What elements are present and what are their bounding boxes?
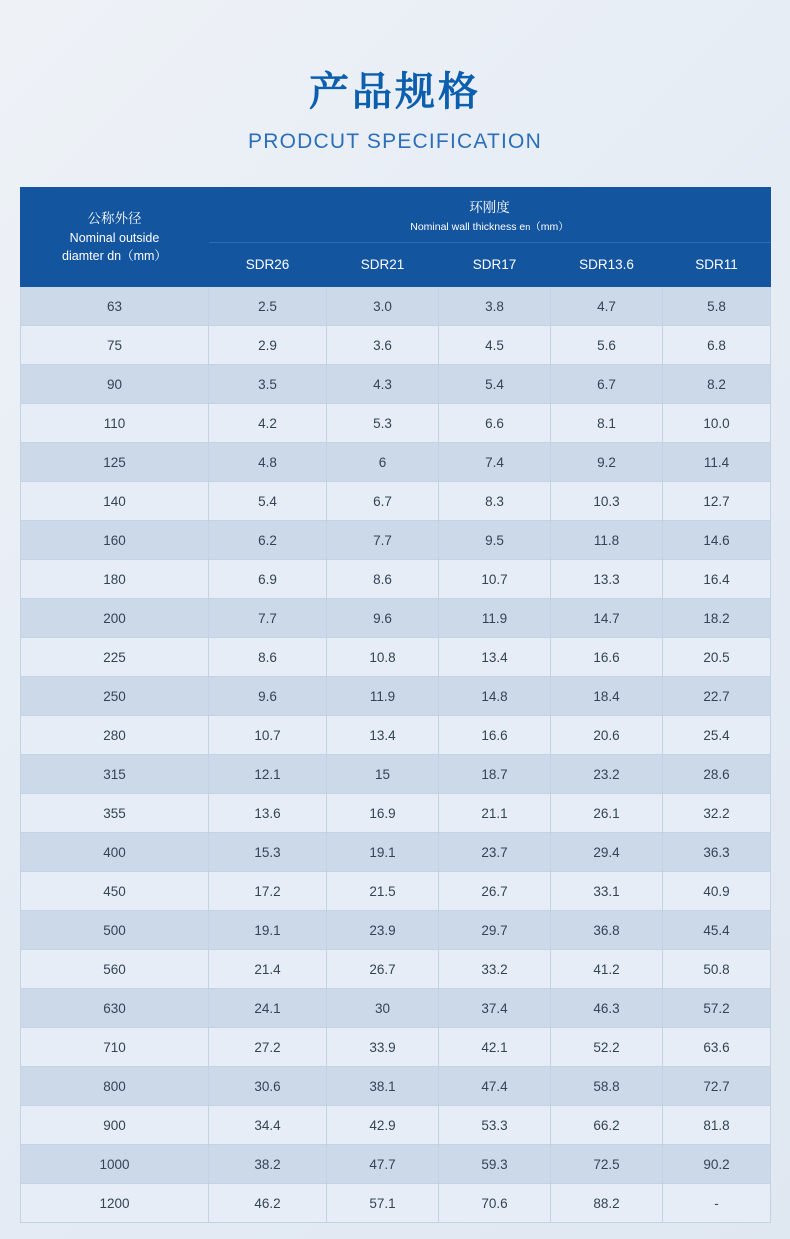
- table-row: [21, 1184, 771, 1223]
- cell-wall-thickness: 53.3: [439, 1106, 551, 1145]
- group-header-en: [215, 219, 764, 234]
- cell-wall-thickness: 19.1: [327, 833, 439, 872]
- cell-wall-thickness: 8.2: [663, 365, 771, 404]
- cell-wall-thickness: 6.2: [209, 521, 327, 560]
- cell-wall-thickness: 26.1: [551, 794, 663, 833]
- table-body: [21, 287, 771, 1223]
- cell-wall-thickness: 23.2: [551, 755, 663, 794]
- cell-wall-thickness: 41.2: [551, 950, 663, 989]
- cell-wall-thickness: 4.7: [551, 287, 663, 326]
- cell-wall-thickness: 47.4: [439, 1067, 551, 1106]
- cell-wall-thickness: 59.3: [439, 1145, 551, 1184]
- cell-wall-thickness: 16.4: [663, 560, 771, 599]
- cell-wall-thickness: 9.5: [439, 521, 551, 560]
- table-row: [21, 1067, 771, 1106]
- cell-wall-thickness: 6.7: [327, 482, 439, 521]
- column-header-sdr17: SDR17: [439, 242, 551, 286]
- cell-diameter: 355: [21, 794, 209, 833]
- table-row: [21, 326, 771, 365]
- cell-wall-thickness: 14.7: [551, 599, 663, 638]
- column-group-header-ring-stiffness: [209, 188, 771, 243]
- table-row: [21, 794, 771, 833]
- cell-wall-thickness: 38.1: [327, 1067, 439, 1106]
- cell-wall-thickness: 38.2: [209, 1145, 327, 1184]
- cell-wall-thickness: 30.6: [209, 1067, 327, 1106]
- cell-diameter: 900: [21, 1106, 209, 1145]
- cell-wall-thickness: 10.7: [209, 716, 327, 755]
- header-row-top: [21, 188, 771, 243]
- cell-wall-thickness: 52.2: [551, 1028, 663, 1067]
- column-header-sdr21: SDR21: [327, 242, 439, 286]
- column-header-sdr26: SDR26: [209, 242, 327, 286]
- column-header-sdr11: SDR11: [663, 242, 771, 286]
- page-header: [20, 0, 770, 154]
- cell-wall-thickness: 46.3: [551, 989, 663, 1028]
- table-row: [21, 599, 771, 638]
- cell-wall-thickness: 26.7: [327, 950, 439, 989]
- table-row: [21, 521, 771, 560]
- cell-wall-thickness: 3.8: [439, 287, 551, 326]
- cell-diameter: 1200: [21, 1184, 209, 1223]
- cell-wall-thickness: 6: [327, 443, 439, 482]
- group-header-en-subscript: n: [525, 221, 531, 232]
- table-row: [21, 1145, 771, 1184]
- cell-wall-thickness: 11.4: [663, 443, 771, 482]
- cell-wall-thickness: 66.2: [551, 1106, 663, 1145]
- cell-wall-thickness: 6.7: [551, 365, 663, 404]
- cell-diameter: 450: [21, 872, 209, 911]
- table-row: [21, 482, 771, 521]
- cell-diameter: 90: [21, 365, 209, 404]
- table-row: [21, 833, 771, 872]
- cell-wall-thickness: 50.8: [663, 950, 771, 989]
- cell-wall-thickness: 10.8: [327, 638, 439, 677]
- table-row: [21, 1106, 771, 1145]
- column-header-cn: 公称外径: [87, 211, 142, 227]
- cell-wall-thickness: 88.2: [551, 1184, 663, 1223]
- table-row: [21, 1028, 771, 1067]
- cell-wall-thickness: 70.6: [439, 1184, 551, 1223]
- cell-wall-thickness: 9.6: [209, 677, 327, 716]
- cell-wall-thickness: 2.5: [209, 287, 327, 326]
- cell-wall-thickness: 28.6: [663, 755, 771, 794]
- cell-wall-thickness: 21.4: [209, 950, 327, 989]
- cell-wall-thickness: 19.1: [209, 911, 327, 950]
- cell-diameter: 125: [21, 443, 209, 482]
- cell-wall-thickness: 18.7: [439, 755, 551, 794]
- cell-wall-thickness: 33.2: [439, 950, 551, 989]
- cell-wall-thickness: 13.6: [209, 794, 327, 833]
- cell-wall-thickness: 58.8: [551, 1067, 663, 1106]
- cell-diameter: 560: [21, 950, 209, 989]
- cell-wall-thickness: 10.7: [439, 560, 551, 599]
- cell-wall-thickness: 34.4: [209, 1106, 327, 1145]
- cell-wall-thickness: 4.3: [327, 365, 439, 404]
- cell-wall-thickness: 30: [327, 989, 439, 1028]
- table-row: [21, 404, 771, 443]
- cell-wall-thickness: 23.9: [327, 911, 439, 950]
- cell-diameter: 315: [21, 755, 209, 794]
- cell-wall-thickness: 27.2: [209, 1028, 327, 1067]
- table-row: [21, 638, 771, 677]
- cell-wall-thickness: 40.9: [663, 872, 771, 911]
- cell-wall-thickness: 15.3: [209, 833, 327, 872]
- cell-wall-thickness: 15: [327, 755, 439, 794]
- column-header-nominal-diameter: [21, 188, 209, 287]
- page-title: 产品规格: [309, 70, 481, 114]
- cell-wall-thickness: 37.4: [439, 989, 551, 1028]
- cell-diameter: 110: [21, 404, 209, 443]
- cell-wall-thickness: 36.8: [551, 911, 663, 950]
- cell-diameter: 400: [21, 833, 209, 872]
- table-row: [21, 365, 771, 404]
- cell-wall-thickness: 20.5: [663, 638, 771, 677]
- cell-wall-thickness: 17.2: [209, 872, 327, 911]
- table-row: [21, 443, 771, 482]
- cell-wall-thickness: 4.2: [209, 404, 327, 443]
- cell-wall-thickness: 42.9: [327, 1106, 439, 1145]
- cell-wall-thickness: 4.5: [439, 326, 551, 365]
- cell-wall-thickness: 29.4: [551, 833, 663, 872]
- specification-table: [20, 187, 771, 1223]
- cell-diameter: 200: [21, 599, 209, 638]
- cell-wall-thickness: 10.0: [663, 404, 771, 443]
- cell-diameter: 63: [21, 287, 209, 326]
- cell-wall-thickness: 42.1: [439, 1028, 551, 1067]
- cell-wall-thickness: 21.1: [439, 794, 551, 833]
- cell-wall-thickness: 4.8: [209, 443, 327, 482]
- cell-wall-thickness: 20.6: [551, 716, 663, 755]
- cell-wall-thickness: 5.3: [327, 404, 439, 443]
- page-subtitle: PRODCUT SPECIFICATION: [248, 130, 542, 153]
- cell-wall-thickness: 16.6: [439, 716, 551, 755]
- cell-wall-thickness: 8.6: [209, 638, 327, 677]
- cell-wall-thickness: 3.5: [209, 365, 327, 404]
- cell-wall-thickness: 57.1: [327, 1184, 439, 1223]
- table-head: [21, 188, 771, 287]
- cell-wall-thickness: 8.1: [551, 404, 663, 443]
- table-row: [21, 872, 771, 911]
- cell-wall-thickness: 3.0: [327, 287, 439, 326]
- group-header-en-prefix: Nominal wall thickness e: [410, 220, 526, 233]
- cell-wall-thickness: 3.6: [327, 326, 439, 365]
- cell-wall-thickness: 11.8: [551, 521, 663, 560]
- cell-diameter: 500: [21, 911, 209, 950]
- table-row: [21, 989, 771, 1028]
- cell-wall-thickness: 9.6: [327, 599, 439, 638]
- cell-wall-thickness: 9.2: [551, 443, 663, 482]
- cell-wall-thickness: 7.7: [209, 599, 327, 638]
- cell-diameter: 1000: [21, 1145, 209, 1184]
- cell-wall-thickness: 5.4: [439, 365, 551, 404]
- cell-wall-thickness: 47.7: [327, 1145, 439, 1184]
- cell-wall-thickness: 7.4: [439, 443, 551, 482]
- table-row: [21, 716, 771, 755]
- cell-wall-thickness: 90.2: [663, 1145, 771, 1184]
- cell-wall-thickness: 13.4: [439, 638, 551, 677]
- cell-wall-thickness: 72.5: [551, 1145, 663, 1184]
- cell-wall-thickness: 46.2: [209, 1184, 327, 1223]
- cell-diameter: 140: [21, 482, 209, 521]
- cell-wall-thickness: 21.5: [327, 872, 439, 911]
- cell-diameter: 180: [21, 560, 209, 599]
- cell-wall-thickness: 63.6: [663, 1028, 771, 1067]
- cell-wall-thickness: -: [663, 1184, 771, 1223]
- cell-wall-thickness: 8.6: [327, 560, 439, 599]
- cell-diameter: 225: [21, 638, 209, 677]
- cell-wall-thickness: 25.4: [663, 716, 771, 755]
- column-header-en-line2: diamter dn（mm）: [62, 248, 167, 263]
- cell-wall-thickness: 2.9: [209, 326, 327, 365]
- column-header-en-line1: Nominal outside: [69, 230, 160, 245]
- cell-wall-thickness: 6.6: [439, 404, 551, 443]
- cell-wall-thickness: 32.2: [663, 794, 771, 833]
- cell-wall-thickness: 14.8: [439, 677, 551, 716]
- table-row: [21, 560, 771, 599]
- cell-wall-thickness: 13.3: [551, 560, 663, 599]
- column-header-sdr13-6: SDR13.6: [551, 242, 663, 286]
- cell-wall-thickness: 14.6: [663, 521, 771, 560]
- cell-wall-thickness: 36.3: [663, 833, 771, 872]
- cell-wall-thickness: 29.7: [439, 911, 551, 950]
- cell-diameter: 280: [21, 716, 209, 755]
- cell-diameter: 710: [21, 1028, 209, 1067]
- cell-wall-thickness: 26.7: [439, 872, 551, 911]
- table-row: [21, 950, 771, 989]
- cell-wall-thickness: 33.9: [327, 1028, 439, 1067]
- cell-diameter: 630: [21, 989, 209, 1028]
- table-row: [21, 755, 771, 794]
- table-row: [21, 677, 771, 716]
- cell-wall-thickness: 45.4: [663, 911, 771, 950]
- table-row: [21, 287, 771, 326]
- cell-wall-thickness: 81.8: [663, 1106, 771, 1145]
- cell-wall-thickness: 6.9: [209, 560, 327, 599]
- cell-wall-thickness: 5.6: [551, 326, 663, 365]
- cell-wall-thickness: 10.3: [551, 482, 663, 521]
- cell-wall-thickness: 5.4: [209, 482, 327, 521]
- cell-wall-thickness: 13.4: [327, 716, 439, 755]
- cell-wall-thickness: 24.1: [209, 989, 327, 1028]
- cell-wall-thickness: 8.3: [439, 482, 551, 521]
- group-header-en-suffix: （mm）: [530, 220, 569, 233]
- cell-wall-thickness: 6.8: [663, 326, 771, 365]
- cell-wall-thickness: 22.7: [663, 677, 771, 716]
- cell-wall-thickness: 16.6: [551, 638, 663, 677]
- cell-wall-thickness: 5.8: [663, 287, 771, 326]
- cell-wall-thickness: 12.1: [209, 755, 327, 794]
- cell-wall-thickness: 12.7: [663, 482, 771, 521]
- cell-wall-thickness: 18.4: [551, 677, 663, 716]
- cell-wall-thickness: 57.2: [663, 989, 771, 1028]
- cell-wall-thickness: 11.9: [327, 677, 439, 716]
- group-header-cn: 环刚度: [469, 199, 510, 215]
- cell-wall-thickness: 33.1: [551, 872, 663, 911]
- cell-diameter: 75: [21, 326, 209, 365]
- cell-wall-thickness: 72.7: [663, 1067, 771, 1106]
- cell-diameter: 800: [21, 1067, 209, 1106]
- table-row: [21, 911, 771, 950]
- cell-diameter: 160: [21, 521, 209, 560]
- cell-wall-thickness: 11.9: [439, 599, 551, 638]
- cell-wall-thickness: 23.7: [439, 833, 551, 872]
- cell-wall-thickness: 18.2: [663, 599, 771, 638]
- cell-diameter: 250: [21, 677, 209, 716]
- cell-wall-thickness: 7.7: [327, 521, 439, 560]
- cell-wall-thickness: 16.9: [327, 794, 439, 833]
